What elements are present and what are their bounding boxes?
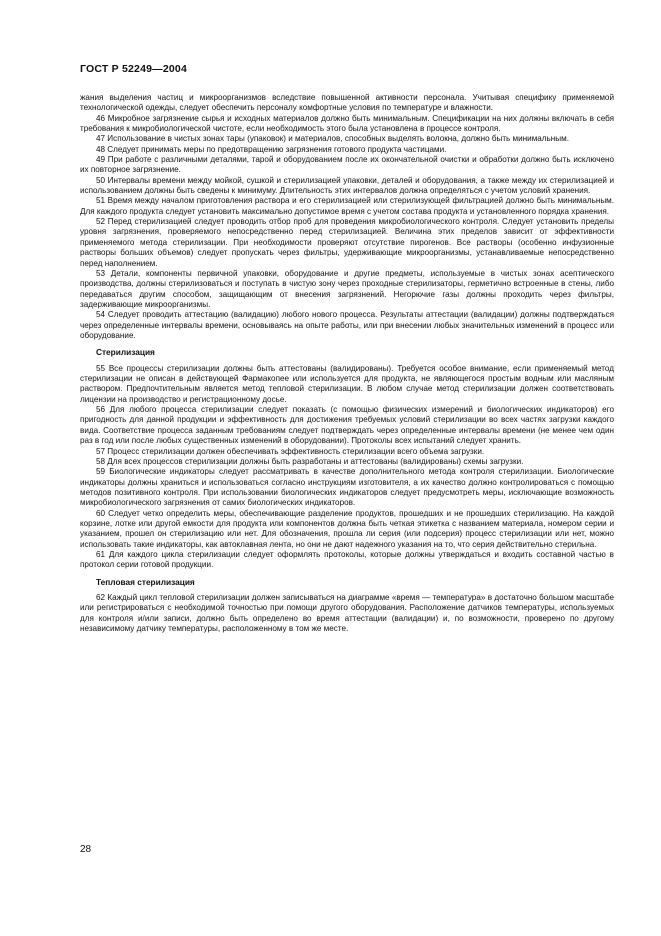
- paragraph-51: 51 Время между началом приготовления раствора и его стерилизацией или стерилизующей фильтрацией должно быть минимальным. Для каждого продукта следует установить максимально допустимое время с учетом состава продукта и установленного порядка хранения.: [80, 196, 614, 216]
- paragraph-55: 55 Все процессы стерилизации должны быть аттестованы (валидированы). Требуется особое внимание, если применяемый метод стерилизации не описан в действующей Фармакопее или используется для продукта, не являющегося простым водным или масляным раствором. Предпочтительным является метод тепловой стерилизации. В любом случае метод стерилизации должен соответствовать лицензии на производство и регистрационному досье.: [80, 363, 614, 404]
- page-number: 28: [80, 844, 92, 855]
- document-code: ГОСТ Р 52249—2004: [80, 63, 188, 75]
- section-heading-sterilization: Стерилизация: [96, 347, 155, 358]
- paragraph-56: 56 Для любого процесса стерилизации следует показать (с помощью физических измерений и биологических индикаторов) его пригодность для данной продукции и эффективность для достижения требуемых условий стерилизации во всех частях загрузки каждого вида. Соответствие процесса заданным требованиям следует подтверждать через определенные интервалы времени (не менее чем один раз в год или после любых существенных изменений в оборудовании). Протоколы всех испытаний следует хранить.: [80, 405, 614, 446]
- paragraph-46: 46 Микробное загрязнение сырья и исходных материалов должно быть минимальным. Спецификации на них должны включать в себя требования к микробиологической чистоте, если необходимость этого была установлена в процессе контроля.: [80, 113, 614, 134]
- paragraph-60: 60 Следует четко определить меры, обеспечивающие разделение продуктов, прошедших и не прошедших стерилизацию. На каждой корзине, лотке или другой емкости для продукта или компонентов должна быть четкая этикетка с названием материала, номером серии и указанием, прошел он стерилизацию или нет. Для обозначения, прошла ли серия (или подсерия) процесс стерилизации или нет, можно использовать такие индикаторы, как автоклавная лента, но они не дают надежного указания на то, что серия действительно стерильна.: [80, 508, 614, 549]
- paragraph-50: 50 Интервалы времени между мойкой, сушкой и стерилизацией упаковки, деталей и оборудования, а также между их стерилизацией и использованием должны быть сведены к минимуму. Длительность этих интервалов должна определяться с учетом условий хранения.: [80, 175, 614, 196]
- section-heading-heat-sterilization: Тепловая стерилизация: [96, 576, 195, 587]
- document-body: [80, 93, 614, 635]
- paragraph-49: 49 При работе с различными деталями, тарой и оборудованием после их окончательной очистки и обработки должно быть исключено их повторное загрязнение.: [80, 155, 614, 175]
- paragraph-47: 47 Использование в чистых зонах тары (упаковок) и материалов, способных выделять волокна, должно быть минимальным.: [96, 134, 569, 144]
- paragraph-58: 58 Для всех процессов стерилизации должны быть разработаны и аттестованы (валидированы) схемы загрузки.: [96, 456, 524, 466]
- paragraph-54: 54 Следует проводить аттестацию (валидацию) любого нового процесса. Результаты аттестации (валидации) должны подтверждаться через определенные интервалы времени, основываясь на опыте работы, или при внесении любых значительных изменений в процесс или оборудование.: [80, 310, 614, 340]
- paragraph: жания выделения частиц и микроорганизмов вследствие повышенной активности персонала. Учитывая специфику применяемой технологической одежды, следует обеспечить персоналу комфортные условия по температуре и влажности.: [80, 93, 614, 113]
- paragraph-59: 59 Биологические индикаторы следует рассматривать в качестве дополнительного метода контроля стерилизации. Биологические индикаторы должны храниться и использоваться согласно инструкциям изготовителя, а их качество должно контролироваться с помощью методов позитивного контроля. При использовании биологических индикаторов следует предусмотреть меры, исключающие возможность микробиологического загрязнения от самих биологических индикаторов.: [80, 467, 614, 508]
- paragraph-61: 61 Для каждого цикла стерилизации следует оформлять протоколы, которые должны утверждаться и входить составной частью в протокол серии готовой продукции.: [80, 549, 614, 570]
- paragraph-53: 53 Детали, компоненты первичной упаковки, оборудование и другие предметы, используемые в чистых зонах асептического производства, должны стерилизоваться и поступать в чистую зону через проходные стерилизаторы, герметично встроенные в стены, либо передаваться другим способом, защищающим от внесения загрязнений. Негорючие газы должны проходить через фильтры, задерживающие микроорганизмы.: [80, 268, 614, 309]
- paragraph-57: 57 Процесс стерилизации должен обеспечивать эффективность стерилизации всего объема загрузки.: [96, 446, 485, 456]
- paragraph-48: 48 Следует принимать меры по предотвращению загрязнения готового продукта частицами.: [96, 144, 447, 154]
- paragraph-62: 62 Каждый цикл тепловой стерилизации должен записываться на диаграмме «время — температура» в достаточно большом масштабе или регистрироваться с необходимой точностью при помощи другого оборудования. Расположение датчиков температуры, используемых для контроля и/или записи, должно быть определено во время аттестации (валидации) и, по возможности, проверено по другому независимому датчику температуры, расположенному в том же месте.: [80, 593, 614, 634]
- paragraph-52: 52 Перед стерилизацией следует проводить отбор проб для проведения микробиологического контроля. Следует установить пределы уровня загрязнения, проверяемого непосредственно перед стерилизацией. Величина этих пределов зависит от эффективности применяемого метода стерилизации. При необходимости проверяют отсутствие пирогенов. Все растворы (особенно инфузионные растворы больших объемов) следует пропускать через фильтры, удерживающие микроорганизмы, устанавливаемые непосредственно перед наполнением.: [80, 217, 614, 268]
